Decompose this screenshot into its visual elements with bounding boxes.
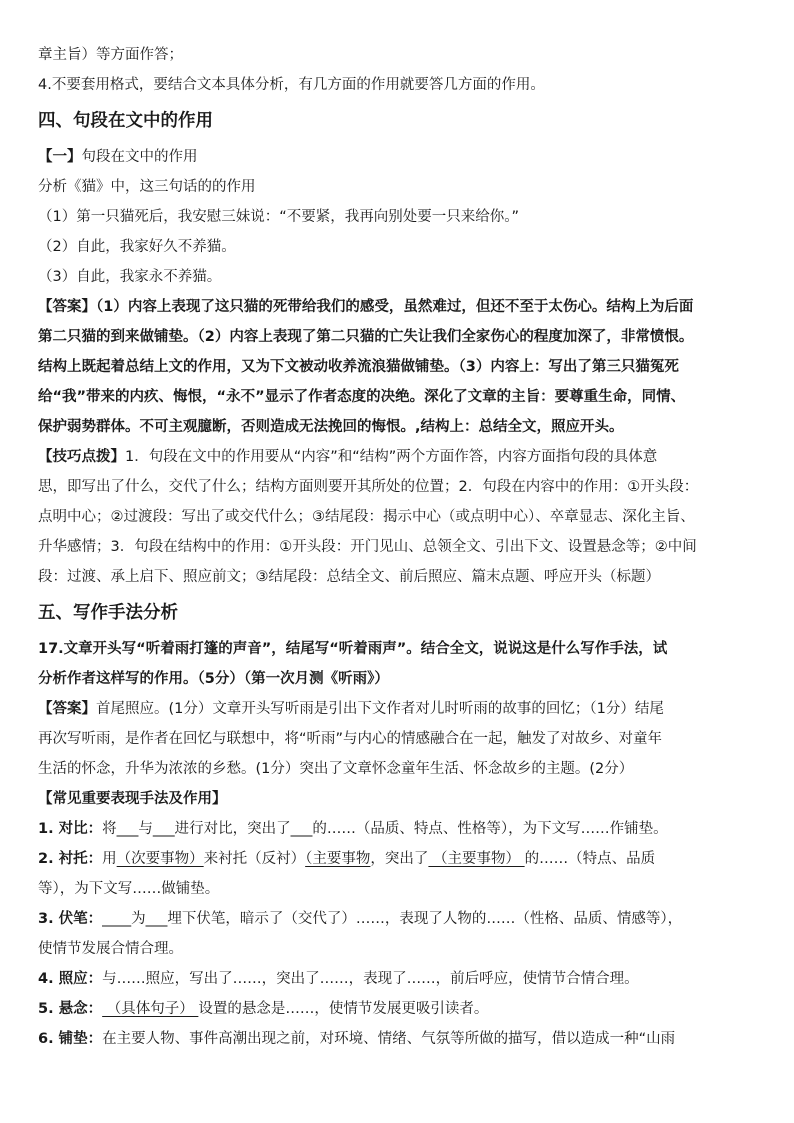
- text-line: 分析《猫》中，这三句话的的作用: [38, 179, 256, 195]
- answer-label: 【答案】: [38, 299, 96, 315]
- section-heading: 五、写作手法分析: [38, 603, 178, 623]
- method-text: 用: [102, 851, 117, 867]
- tip-label: 【技巧点拨】: [38, 449, 125, 465]
- method-text: 的……（特点、品质: [524, 851, 656, 867]
- method-text: 设置的悬念是……，使情节发展更吸引读者。: [198, 1001, 489, 1017]
- question-text: 分析作者这样写的作用。（5分）（第一次月测《听雨》）: [38, 671, 389, 687]
- tip-block: [38, 442, 758, 592]
- subheading-text: 句段在文中的作用: [81, 149, 198, 165]
- method-item: [38, 1024, 758, 1054]
- method-label: 3. 伏笔：: [38, 911, 103, 927]
- list-title: 【常见重要表现手法及作用】: [38, 791, 227, 807]
- blank-underlined: （具体句子）: [102, 1001, 199, 1017]
- method-text: 在主要人物、事件高潮出现之前，对环境、情绪、气氛等所做的描写，借以造成一种“山雨: [102, 1031, 676, 1047]
- answer-block: [38, 694, 758, 784]
- answer-text: 首尾照应。(1分）文章开头写听雨是引出下文作者对儿时听雨的故事的回忆；（1分）结尾: [96, 701, 664, 717]
- blank-underlined: （次要事物）: [116, 851, 204, 867]
- method-label: 1. 对比：: [38, 821, 103, 837]
- method-text: 等），为下文写……做铺垫。: [38, 881, 220, 897]
- method-text: 将___与___进行对比，突出了___的……（品质、特点、性格等），为下文写……作铺垫。: [102, 821, 668, 837]
- method-text: 与……照应，写出了……，突出了……，表现了……，前后呼应，使情节合情合理。: [102, 971, 639, 987]
- answer-text: 给“我”带来的内疚、悔恨，“永不”显示了作者态度的决绝。深化了文章的主旨：要尊重生命，同情、: [38, 389, 686, 405]
- answer-text: 保护弱势群体。不可主观臆断，否则造成无法挽回的悔恨。,结构上：总结全文，照应开头。: [38, 419, 624, 435]
- method-label: 5. 悬念：: [38, 1001, 103, 1017]
- method-item: [38, 844, 758, 904]
- tip-text: 点明中心；②过渡段：写出了或交代什么；③结尾段：揭示中心（或点明中心）、卒章显志、深化主旨、: [38, 509, 695, 525]
- document-page: [38, 40, 758, 1054]
- blank-underlined: （主要事物）: [428, 851, 525, 867]
- answer-text: 生活的怀念，升华为浓浓的乡愁。(1分）突出了文章怀念童年生活、怀念故乡的主题。(2分）: [38, 761, 634, 777]
- answer-block: [38, 292, 758, 442]
- method-text: ____为___埋下伏笔，暗示了（交代了）……，表现了人物的……（性格、品质、情感等），: [102, 911, 683, 927]
- tip-text: 段：过渡、承上启下、照应前文；③结尾段：总结全文、前后照应、篇末点题、呼应开头（标题）: [38, 569, 660, 585]
- tip-text: 1．句段在文中的作用要从“内容”和“结构”两个方面作答，内容方面指句段的具体意: [125, 449, 658, 465]
- list-item: （1）第一只猫死后，我安慰三妹说：“不要紧，我再向别处要一只来给你。”: [38, 209, 519, 225]
- method-item: [38, 904, 758, 964]
- method-text: 使情节发展合情合理。: [38, 941, 183, 957]
- tip-text: 思，即写出了什么，交代了什么；结构方面则要开其所处的位置；2．句段在内容中的作用：①开头段：: [38, 479, 699, 495]
- question-text: 17.文章开头写“听着雨打篷的声音”，结尾写“听着雨声”。结合全文，说说这是什么写作手法，试: [38, 641, 668, 657]
- method-label: 6. 铺垫：: [38, 1031, 103, 1047]
- subheading-bracket: 【一】: [38, 149, 82, 165]
- answer-text: 结构上既起着总结上文的作用，又为下文被动收养流浪猫做铺垫。（3）内容上：写出了第三只猫冤死: [38, 359, 679, 375]
- method-text: ，突出了: [370, 851, 429, 867]
- method-item: [38, 814, 758, 844]
- answer-text: 第二只猫的到来做铺垫。（2）内容上表现了第二只猫的亡失让我们全家伤心的程度加深了，非常愤恨。: [38, 329, 694, 345]
- method-text: 来衬托（反衬）: [203, 851, 306, 867]
- text-line: 4.不要套用格式，要结合文本具体分析，有几方面的作用就要答几方面的作用。: [38, 77, 545, 93]
- answer-text: 再次写听雨，是作者在回忆与联想中，将“听雨”与内心的情感融合在一起，触发了对故乡、对童年: [38, 731, 663, 747]
- method-item: [38, 964, 758, 994]
- answer-text: （1）内容上表现了这只猫的死带给我们的感受，虽然难过，但还不至于太伤心。结构上为后面: [96, 299, 694, 315]
- list-item: （2）自此，我家好久不养猫。: [38, 239, 236, 255]
- blank-underlined: （主要事物: [305, 851, 371, 867]
- answer-label: 【答案】: [38, 701, 96, 717]
- method-label: 4. 照应：: [38, 971, 103, 987]
- text-line: 章主旨）等方面作答；: [38, 47, 183, 63]
- section-heading: 四、句段在文中的作用: [38, 111, 213, 131]
- method-label: 2. 衬托：: [38, 851, 103, 867]
- subheading: [38, 142, 758, 172]
- question-block: [38, 634, 758, 694]
- method-item: [38, 994, 758, 1024]
- list-item: （3）自此，我家永不养猫。: [38, 269, 222, 285]
- tip-text: 升华感情；3．句段在结构中的作用：①开头段：开门见山、总领全文、引出下文、设置悬念等；②中间: [38, 539, 697, 555]
